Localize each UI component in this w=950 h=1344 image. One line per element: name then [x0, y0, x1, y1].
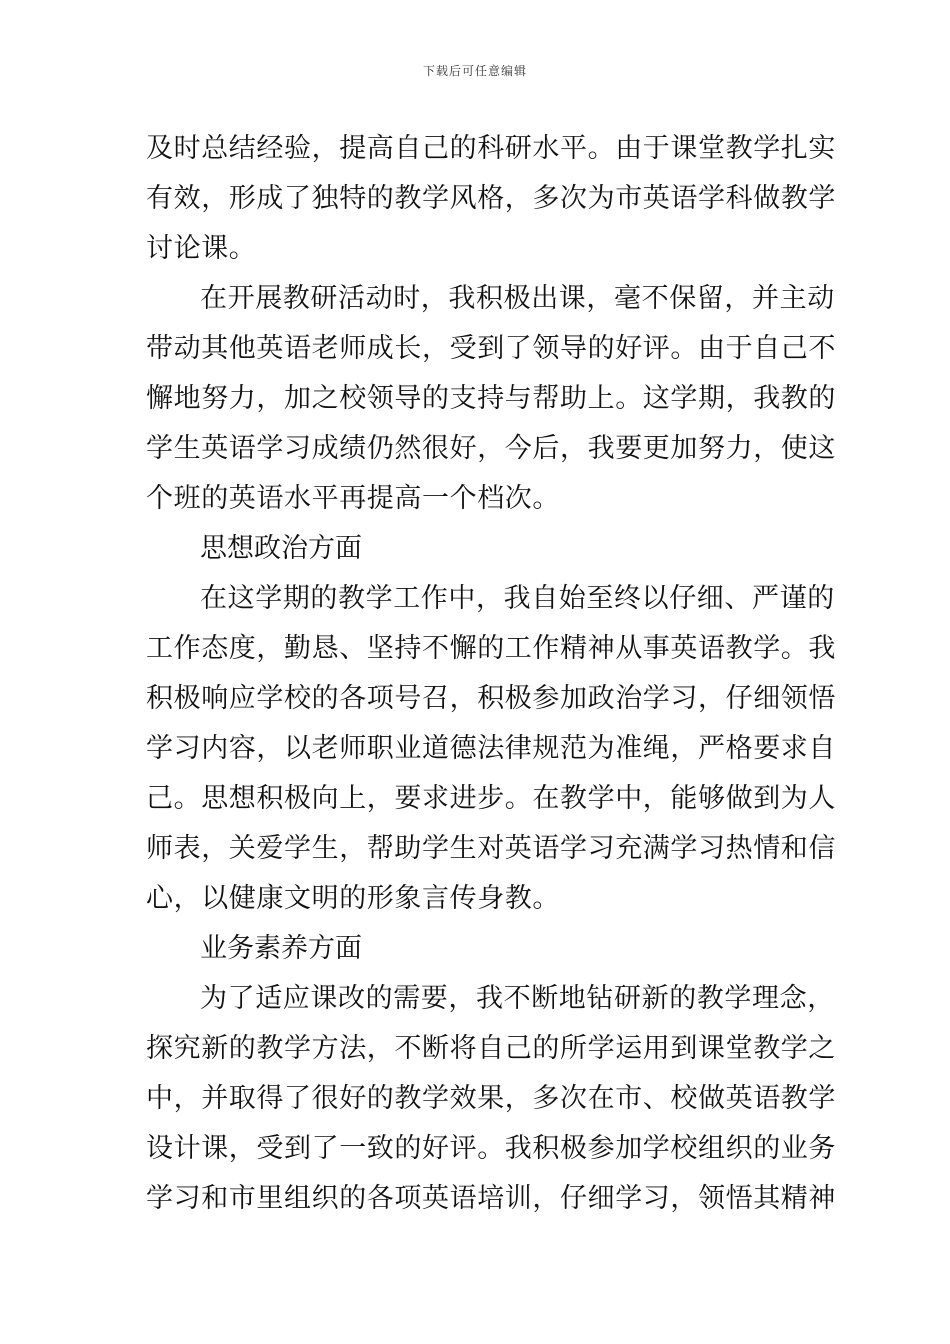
paragraph-first-line: 在这学期的教学工作中，我自始至终以仔细、严谨的	[200, 583, 835, 614]
text-line: 师表，关爱学生，帮助学生对英语学习充满学习热情和信	[146, 833, 836, 864]
section-heading-professional: 业务素养方面	[200, 933, 362, 964]
text-line: 懈地努力，加之校领导的支持与帮助上。这学期，我教的	[146, 383, 836, 414]
text-line: 学生英语学习成绩仍然很好，今后，我要更加努力，使这	[146, 433, 836, 464]
text-line: 设计课，受到了一致的好评。我积极参加学校组织的业务	[146, 1133, 836, 1164]
text-line: 心，以健康文明的形象言传身教。	[146, 883, 560, 914]
text-line: 讨论课。	[146, 233, 257, 264]
text-line: 己。思想积极向上，要求进步。在教学中，能够做到为人	[146, 783, 836, 814]
text-line: 带动其他英语老师成长，受到了领导的好评。由于自己不	[146, 333, 836, 364]
text-line: 中，并取得了很好的教学效果，多次在市、校做英语教学	[146, 1083, 836, 1114]
section-heading-politics: 思想政治方面	[200, 533, 362, 564]
text-line: 探究新的教学方法，不断将自己的所学运用到课堂教学之	[146, 1033, 836, 1064]
text-line: 积极响应学校的各项号召，积极参加政治学习，仔细领悟	[146, 683, 836, 714]
page-header: 下载后可任意编辑	[422, 64, 527, 78]
text-line: 个班的英语水平再提高一个档次。	[146, 483, 560, 514]
paragraph-first-line: 为了适应课改的需要，我不断地钻研新的教学理念，	[200, 983, 835, 1014]
text-line: 工作态度，勤恳、坚持不懈的工作精神从事英语教学。我	[146, 633, 836, 664]
paragraph-first-line: 在开展教研活动时，我积极出课，毫不保留，并主动	[200, 283, 835, 314]
text-line: 学习和市里组织的各项英语培训，仔细学习，领悟其精神	[146, 1183, 836, 1214]
text-line: 学习内容，以老师职业道德法律规范为准绳，严格要求自	[146, 733, 836, 764]
document-body	[146, 124, 836, 1224]
text-line: 及时总结经验，提高自己的科研水平。由于课堂教学扎实	[146, 133, 836, 164]
text-line: 有效，形成了独特的教学风格，多次为市英语学科做教学	[146, 183, 836, 214]
